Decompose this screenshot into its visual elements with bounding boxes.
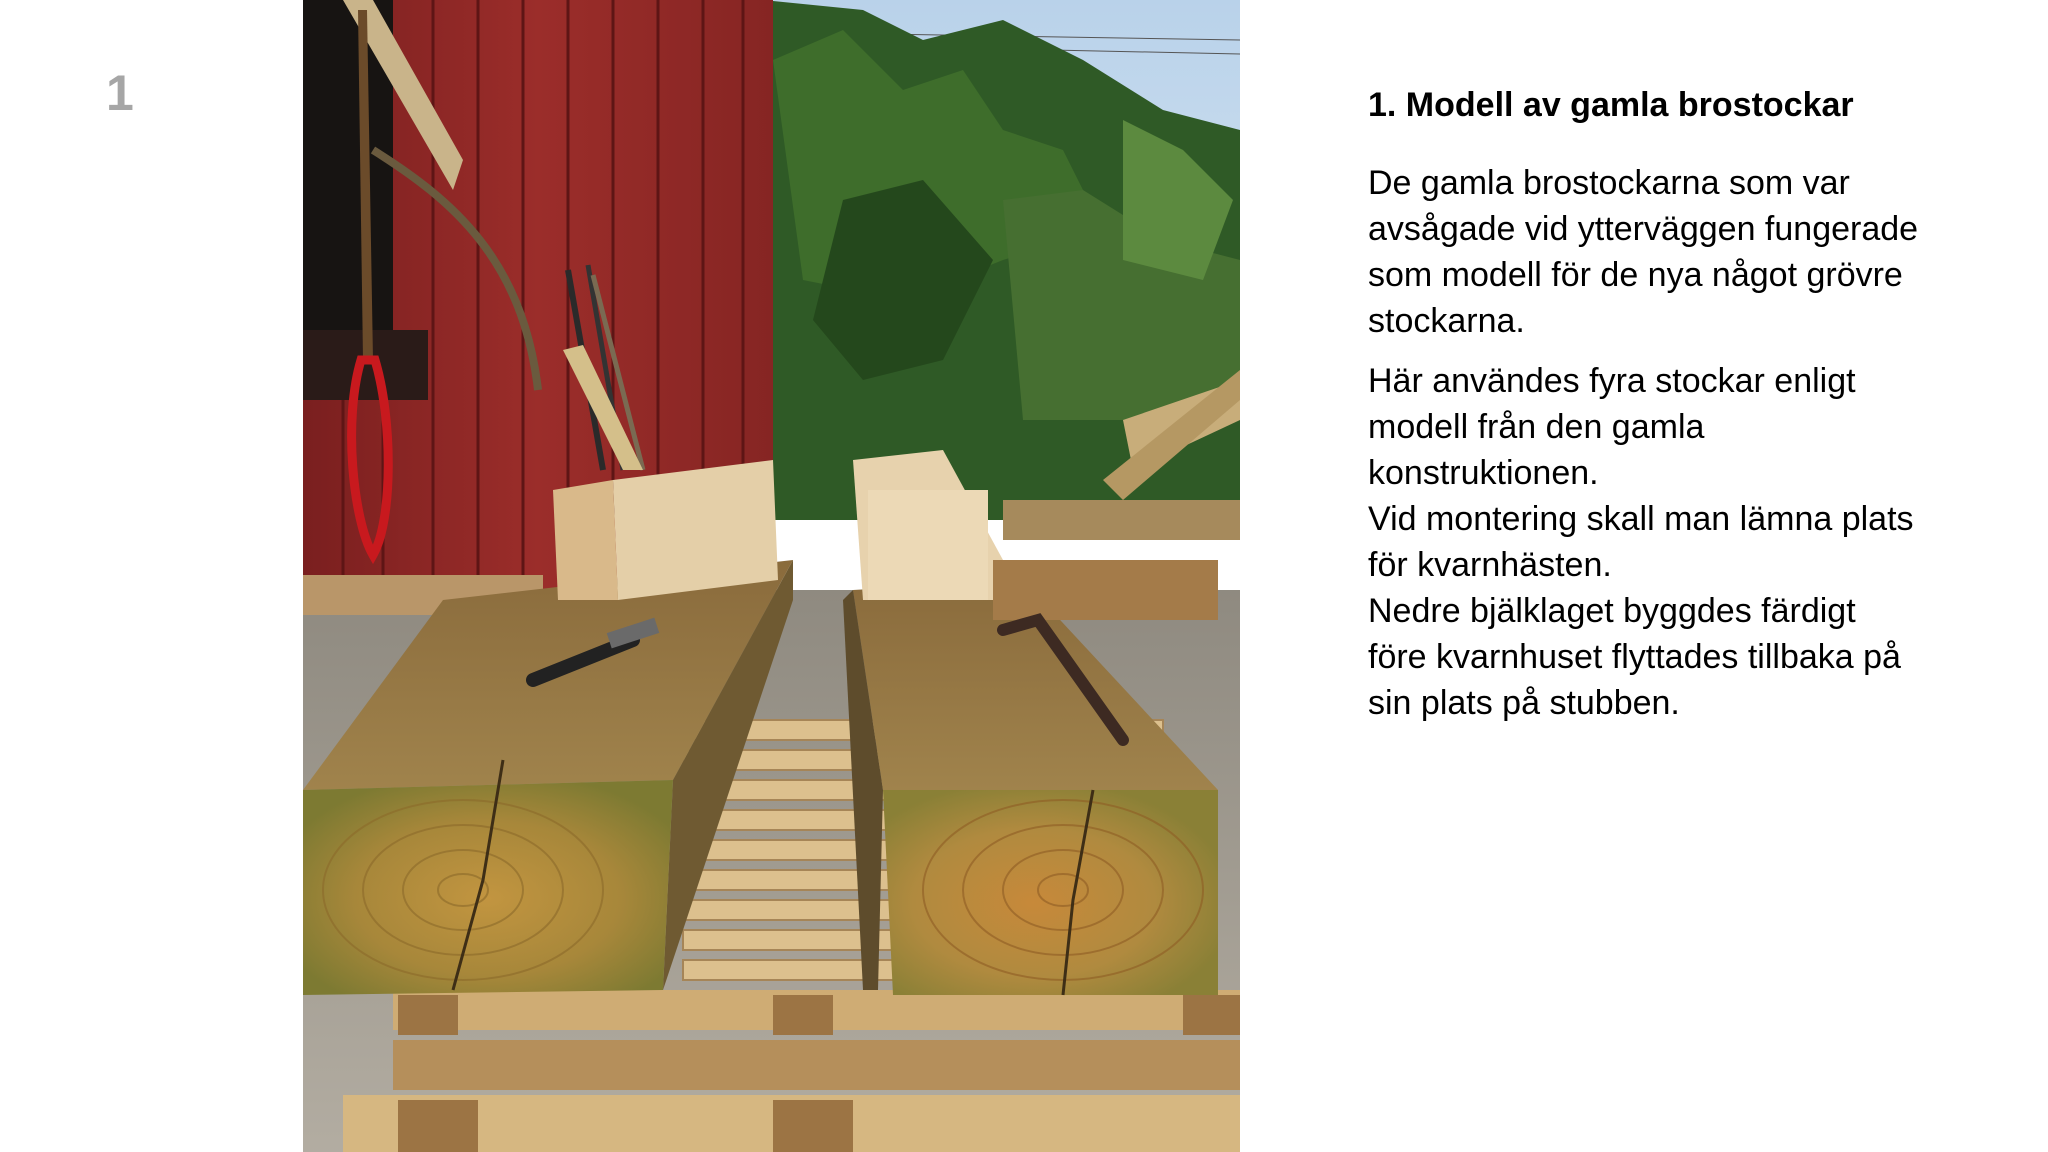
paragraph-2 [1368, 358, 2008, 726]
paragraph-2-line: Här användes fyra stockar enligt [1368, 362, 1856, 400]
paragraph-2-line: för kvarnhästen. [1368, 546, 1612, 584]
paragraph-2-line: Vid montering skall man lämna plats [1368, 500, 1914, 538]
paragraph-1 [1368, 160, 2008, 344]
slide-number: 1 [106, 65, 134, 121]
paragraph-2-line: före kvarnhuset flyttades tillbaka på [1368, 638, 1901, 676]
paragraph-1-line: som modell för de nya något grövre [1368, 256, 1903, 294]
paragraph-2-line: modell från den gamla [1368, 408, 1705, 446]
paragraph-1-line: stockarna. [1368, 302, 1525, 340]
slide-heading: 1. Modell av gamla brostockar [1368, 86, 1854, 124]
paragraph-1-line: avsågade vid ytterväggen fungerade [1368, 210, 1919, 248]
paragraph-2-line: Nedre bjälklaget byggdes färdigt [1368, 592, 1856, 630]
timber-beams-photo [303, 0, 1240, 1152]
paragraph-2-line: sin plats på stubben. [1368, 684, 1680, 722]
text-panel [1368, 78, 2008, 740]
paragraph-2-line: konstruktionen. [1368, 454, 1599, 492]
paragraph-1-line: De gamla brostockarna som var [1368, 164, 1850, 202]
